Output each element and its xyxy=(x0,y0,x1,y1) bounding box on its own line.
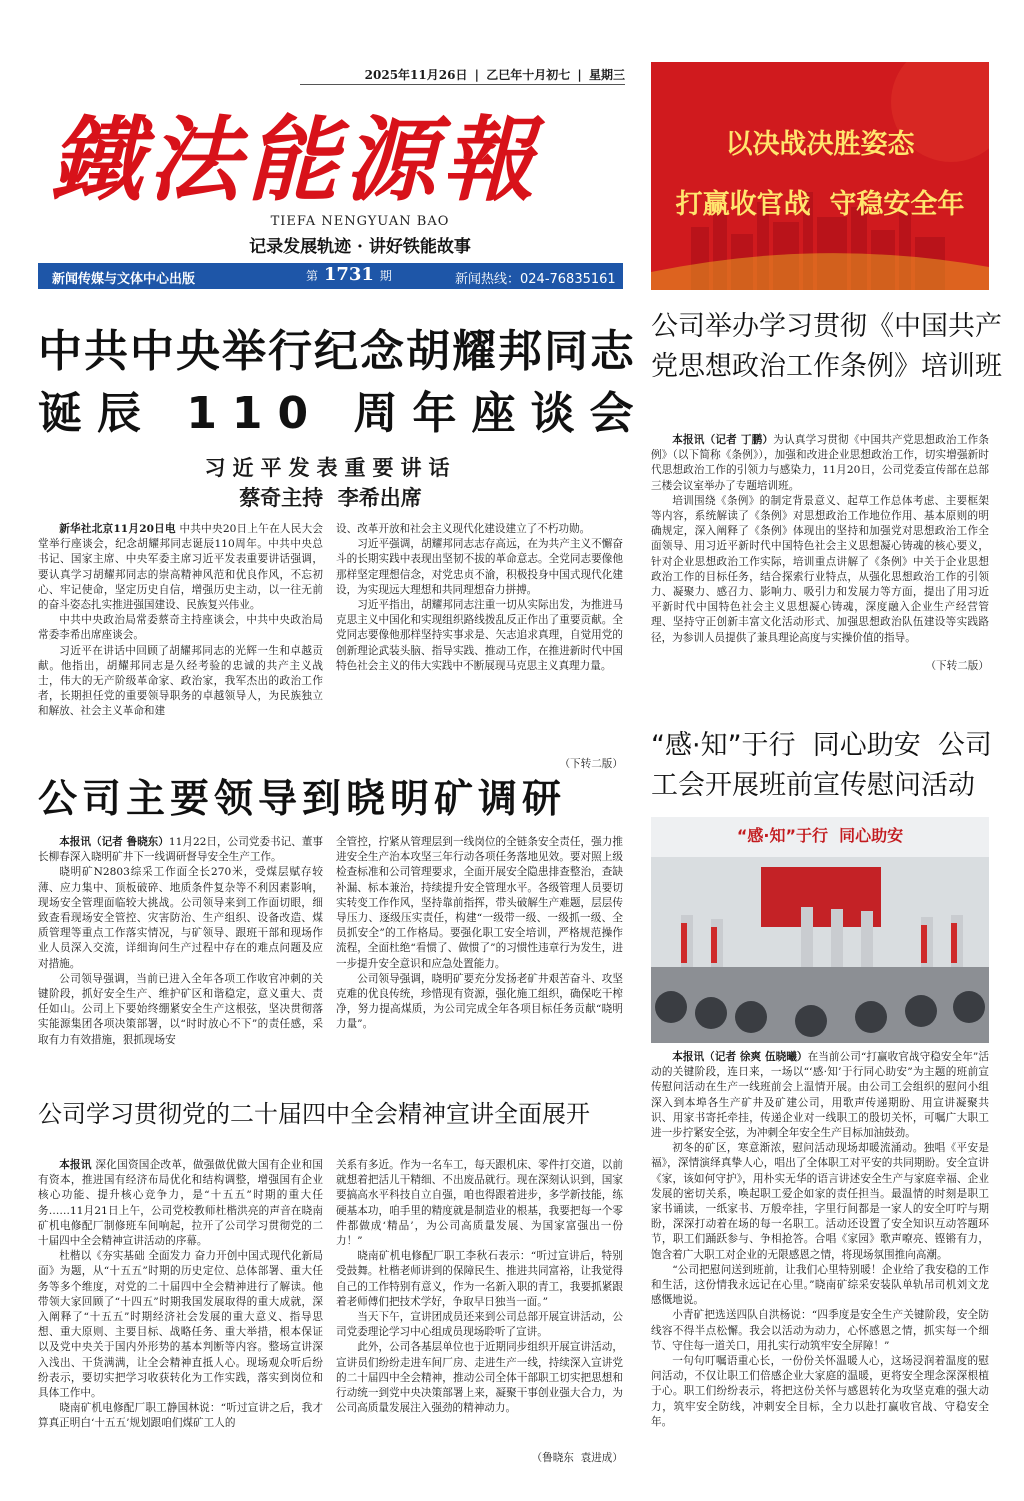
union-paragraph: 本报讯（记者 徐爽 伍晓曦）在当前公司“打赢收官战守稳安全年”活动的关键阶段，连日来，一场以“‘感·知’于行同心助安”为主题的班前宣传慰问活动在生产一线班前会上温情开展。由公司工会组织的慰问小组深入到本埠各生产矿井及矿建公司，用歌声传递期盼、用宣讲凝聚共识、用家书寄托牵挂，传递企业对一线职工的殷切关怀，可嘱广大职工进一步拧紧安全弦，为冲刺全年安全生产目标加油鼓劲。 xyxy=(651,1051,989,1140)
skyline-graphic xyxy=(651,62,989,290)
study-paragraph: 培训围绕《条例》的制定背景意义、起草工作总体考虑、主要框架等内容，系统解读了《条例》对思想政治工作地位作用、基本原则的明确规定，深入阐释了《条例》体现出的坚持和加强党对思想政治工作全面领导、用习近平新时代中国特色社会主义思想凝心铸魂的核心要义，针对企业思想政治工作实际，培训重点讲解了《条例》中关于企业思想政治工作的目标任务，结合探索行业特点，从强化思想政治工作的引领力、凝聚力、感召力、影响力、吸引力和发展力等方面，提出了用习近平新时代中国特色社会主义思想凝心铸魂，深度融入企业生产经营管理、坚持守正创新丰富文化活动形式、加强思想政治队伍建设等实践路径，为参训人员提供了兼具理论高度与实操价值的指导。 xyxy=(651,494,989,644)
plenum-paragraph: 此外，公司各基层单位也于近期同步组织开展宣讲活动，宣讲员们纷纷走进车间厂房、走进生产一线，持续深入宣讲党的二十届四中全会精神，推动公司全体干部职工切实把思想和行动统一到党中央决策部署上来，凝聚干事创业强大合力，为公司高质量发展注入强劲的精神动力。 xyxy=(336,1341,623,1415)
plenum-paragraph: 本报讯 深化国资国企改革，做强做优做大国有企业和国有资本，推进国有经济布局优化和结构调整，增强国有企业核心功能、提升核心竞争力，是“十五五”时期的重大任务……11月21日上午，公司党校教师杜楷洪亮的声音在晓南矿机电修配厂制修班车间响起，拉开了公司学习贯彻党的二十届四中全会精神宣讲活动的序幕。 xyxy=(38,1159,323,1248)
plenum-paragraph: 当天下午，宣讲团成员还来到公司总部开展宣讲活动，公司党委理论学习中心组成员现场聆听了宣讲。 xyxy=(336,1311,623,1339)
plenum-column-1 xyxy=(38,1158,323,1463)
plenum-paragraph: 关系有多近。作为一名车工，每天跟机床、零件打交道，以前就想着把活儿干精细、不出废品就行。现在深刻认识到，国家要搞高水平科技自立自强，咱也得跟着进步，多学新技能，练硬基本功，咱手里的精度就是制造业的根基，我要把每一个零件都做成‘精品’，为公司高质量发展、为国家富强出一份力！” xyxy=(336,1159,623,1248)
plenum-signature: （鲁晓东 袁进成） xyxy=(531,1452,623,1464)
union-headline-1: “感·知”于行 同心助安 公司 xyxy=(651,730,992,761)
lead-paragraph: 习近平强调，胡耀邦同志志存高远，在为共产主义不懈奋斗的长期实践中表现出坚韧不拔的革命意志。全党同志要像他那样坚定理想信念，对党忠贞不渝，积极投身中国式现代化建设，为实现远大理想和共同理想奋力拼搏。 xyxy=(336,538,623,596)
lead-subtitle-1: 习近平发表重要讲话 xyxy=(204,456,457,480)
lead-paragraph: 习近平指出，胡耀邦同志注重一切从实际出发，为推进马克思主义中国化和实现组织路线拨乱反正作出了重要贡献。全党同志要像他那样坚持实事求是、矢志追求真理，自觉用党的创新理论武装头脑、指导实践、推动工作，在推进新时代中国特色社会主义的伟大实践中不断展现马克思主义真理力量。 xyxy=(336,599,623,672)
union-paragraph: 一句句叮嘱语重心长，一份份关怀温暖人心，这场浸润着温度的慰问活动，不仅让职工们倍感企业大家庭的温暖，更将安全理念深深根植于心。职工们纷纷表示，将把这份关怀与感恩转化为攻坚克难的强大动力，筑牢安全防线，冲刺安全目标，全力以赴打赢收官战、守稳安全年。 xyxy=(651,1355,989,1428)
union-headline-2: 工会开展班前宣传慰问活动 xyxy=(651,770,975,801)
study-paragraph: 本报讯（记者 丁鹏）为认真学习贯彻《中国共产党思想政治工作条例》（以下简称《条例》），加强和改进企业思想政治工作，切实增强新时代思想政治工作的引领力与感染力，11月20日，公司党委宣传部在总部三楼会议室举办了专题培训班。 xyxy=(651,434,989,492)
study-headline-2: 党思想政治工作条例》培训班 xyxy=(651,351,1002,382)
issue-band xyxy=(38,263,623,289)
lead-column-1 xyxy=(38,522,323,777)
survey-paragraph: 公司领导强调，晓明矿要充分发扬老矿井艰苦奋斗、攻坚克难的优良传统，珍惜现有资源，强化施工组织，确保吃干榨净，努力提高煤质，为公司完成全年各项目标任务贡献“晓明力量”。 xyxy=(336,972,623,1031)
union-photo xyxy=(651,817,989,1043)
plenum-paragraph: 杜楷以《夯实基础 全面发力 奋力开创中国式现代化新局面》为题，从“十五五”时期的历史定位、总体部署、重大任务等多个维度，对党的二十届四中全会精神进行了解读。他带领大家回顾了“十四五”时期我国发展取得的重大成就，深入阐释了“十五五”时期经济社会发展的重大意义、指导思想、重大原则、主要目标、战略任务、重大举措，根本保证以及党中央关于国内外形势的基本判断等内容。整场宣讲深入浅出、干货满满，让全会精神直抵人心。现场观众听后纷纷表示，要切实把学习收获转化为工作实践，落实到岗位和具体工作中。 xyxy=(38,1250,323,1400)
plenum-paragraph: 晓南矿机电修配厂职工李秋石表示：“听过宣讲后，特别受鼓舞。杜楷老师讲到的保障民生、推进共同富裕，让我觉得自己的工作特别有意义，作为一名新入职的青工，我要抓紧跟着老师傅们把技术学好，争取早日独当一面。” xyxy=(336,1250,623,1308)
study-headline-1: 公司举办学习贯彻《中国共产 xyxy=(651,311,1002,342)
union-body xyxy=(651,1050,989,1460)
union-paragraph: “公司把慰问送到班前，让我们心里特别暖！企业给了我安稳的工作和生活，这份情我永远记在心里。”晓南矿综采安装队单轨吊司机刘文龙感慨地说。 xyxy=(651,1263,989,1307)
union-paragraph: 小青矿把选送四队自洪杨说：“四季度是安全生产关键阶段，安全防线容不得半点松懈。我会以活动为动力，心怀感恩之情，抓实每一个细节、守住每一道关口，用扎实行动筑牢安全屏障！” xyxy=(651,1309,989,1352)
lead-paragraph: 习近平在讲话中回顾了胡耀邦同志的光辉一生和卓越贡献。他指出，胡耀邦同志是久经考验的忠诚的共产主义战士，伟大的无产阶级革命家、政治家，我军杰出的政治工作者，长期担任党的重要领导职务的卓越领导人，为民族独立和解放、社会主义革命和建 xyxy=(38,644,323,718)
plenum-paragraph: 晓南矿机电修配厂职工静国林说：“听过宣讲之后，我才算真正明白‘十五五’规划跟咱们煤矿工人的 xyxy=(38,1402,323,1430)
publisher: 新闻传媒与文体中心出版 xyxy=(52,272,196,287)
hotline: 新闻热线：024-76835161 xyxy=(455,272,616,287)
newspaper-title: 鐵法能源報 xyxy=(50,106,541,214)
slogan-banner xyxy=(651,62,989,290)
lead-paragraph: 中共中央政治局常委蔡奇主持座谈会，中共中央政治局常委李希出席座谈会。 xyxy=(38,614,323,642)
banner-line-2: 打赢收官战 守稳安全年 xyxy=(675,189,965,220)
lead-paragraph: 新华社北京11月20日电 中共中央20日上午在人民大会堂举行座谈会，纪念胡耀邦同志诞辰110周年。中共中央总书记、国家主席、中央军委主席习近平发表重要讲话强调，要认真学习胡耀邦同志的崇高精神风范和优良作风，不忘初心、牢记使命，坚定历史自信，增强历史主动，以一往无前的奋斗姿态扎实推进强国建设、民族复兴伟业。 xyxy=(38,523,323,612)
lead-column-2 xyxy=(336,522,623,752)
survey-paragraph: 公司领导强调，当前已进入全年各项工作收官冲刺的关键阶段，抓好安全生产、维护矿区和谐稳定，意义重大、责任如山。公司上下要始终绷紧安全生产这根弦，坚决贯彻落实能源集团各项决策部署，以“时时放心不下”的责任感，采取有力有效措施，狠抓现场安 xyxy=(38,972,323,1046)
survey-headline: 公司主要领导到晓明矿调研 xyxy=(38,777,567,822)
study-continued-note: （下转二版） xyxy=(925,660,989,672)
slogan: 记录发展轨迹 · 讲好铁能故事 xyxy=(249,237,471,257)
lead-headline-2: 诞辰 110 周年座谈会 xyxy=(38,388,649,439)
date-line: 2025年11月26日 | 乙巳年十月初七 | 星期三 xyxy=(364,68,625,82)
photo-graphic xyxy=(651,817,989,1043)
banner-line-1: 以决战决胜姿态 xyxy=(725,129,915,160)
study-body xyxy=(651,433,989,653)
weekday: 星期三 xyxy=(588,68,625,82)
survey-column-2 xyxy=(336,835,623,1065)
survey-column-1 xyxy=(38,835,323,1065)
lead-headline-1: 中共中央举行纪念胡耀邦同志 xyxy=(38,326,636,377)
lead-paragraph: 设、改革开放和社会主义现代化建设建立了不朽功勋。 xyxy=(336,523,591,535)
lead-subtitle-2: 蔡奇主持 李希出席 xyxy=(239,486,422,510)
survey-paragraph: 晓明矿N2803综采工作面全长270米，受煤层赋存较薄、应力集中、顶板破碎、地质条件复杂等不利因素影响，现场安全管理面临较大挑战。公司领导来到工作面切眼，细致查看现场安全管控、灾害防治、生产组织、设备改造、煤质管理等重点工作落实情况，与矿领导、跟班干部和现场作业人员深入交流，详细询问生产过程中存在的难点问题及应对措施。 xyxy=(38,866,323,970)
plenum-headline: 公司学习贯彻党的二十届四中全会精神宣讲全面展开 xyxy=(38,1100,590,1128)
survey-paragraph: 全管控，拧紧从管理层到一线岗位的全链条安全责任，强力推进安全生产治本攻坚三年行动各项任务落地见效。要对照上级检查标准和公司管理要求，全面开展安全隐患排查整治，查缺补漏、标本兼治，持续提升安全管理水平。各级管理人员要切实转变工作作风，坚持靠前指挥，带头破解生产难题，层层传导压力、逐级压实责任，构建“一级带一级、一级抓一级、全员抓安全”的工作格局。要强化职工安全培训，严格规范操作流程，全面杜绝“看惯了、做惯了”的习惯性违章行为发生，进一步提升安全意识和应急处置能力。 xyxy=(336,836,623,970)
plenum-column-2 xyxy=(336,1158,623,1446)
lead-continued-note: （下转二版） xyxy=(559,758,623,770)
union-paragraph: 初冬的矿区，寒意渐浓，慰问活动现场却暖流涌动。独唱《平安是福》，深情演绎真挚人心，唱出了全体职工对平安的共同期盼。安全宣讲《家，该如何守护》，用朴实无华的语言讲述安全生产与家庭幸福、企业发展的密切关系，唤起职工爱企如家的责任担当。最温情的时刻是职工家书诵读，一纸家书、万般牵挂，字里行间都是一家人的安全叮咛与期盼，深深打动着在场的每一名职工。活动还设置了安全知识互动答题环节，职工们踊跃参与、争相抢答。合唱《家园》歌声嘹亮、铿锵有力，饱含着广大职工对企业的无限感恩之情，将现场氛围推向高潮。 xyxy=(651,1142,989,1261)
lunar-date: 乙巳年十月初七 xyxy=(486,68,571,82)
survey-paragraph: 本报讯（记者 鲁晓东）11月22日，公司党委书记、董事长柳春深入晓明矿井下一线调研督导安全生产工作。 xyxy=(38,836,323,864)
title-pinyin: TIEFA NENGYUAN BAO xyxy=(270,214,450,229)
date: 2025年11月26日 xyxy=(364,68,468,82)
issue-number: 第 1731 期 xyxy=(306,264,392,285)
photo-banner-text: “感·知”于行 同心助安 xyxy=(736,826,904,845)
